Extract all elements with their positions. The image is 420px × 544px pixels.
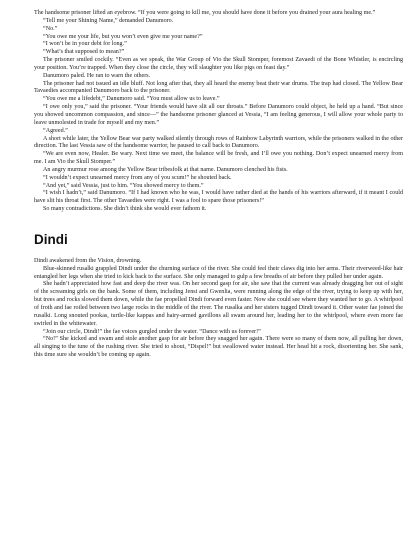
paragraph: The prisoner smiled cockily. “Even as we speak, the War Group of Vio the Skull Stomper, foremost Zavaedi of the Bone Whistler, is encircling your position. You’re trapped. When they close the circle, they will slaughter you like pigs on feast day.” — [34, 57, 403, 71]
paragraph: “I owe only you,” said the prisoner. “Your friends would have slit all our throats.” Before Danumoro could object, he held up a hand. “But since you showed uncommon compassion, and since—” the handsome prisoner glanced at Vessia, “I am feeling generous, I will allow your whole party to leave unmolested in trade for myself and my men.” — [34, 104, 403, 126]
paragraph: An angry murmur rose among the Yellow Bear tribesfolk at that name. Danumoro clenched his fists. — [43, 166, 288, 173]
paragraph: “No!” She kicked and swam and stole another gasp for air before they snagged her again. There were so many of them now, all pulling her down, all singing to the tune of the rushing river. She tried to shout, “Dispel!” but swallowed water instead. Her head hit a rock, disorienting her. She sank, this time sure she wouldn’t be coming up again. — [34, 336, 403, 359]
paragraph: “Agreed.” — [43, 127, 68, 134]
paragraph: “I wish I hadn’t,” said Danumoro. “If I had known who he was, I would have rather died at the hands of his warriors afterward, if it meant I could have slit his throat first. The other Tavaedies were right. I was a fool to spare those prisoners!” — [34, 190, 403, 205]
paragraph: “We are even now, Healer. Be wary. Next time we meet, the balance will be fresh, and I’ll owe you nothing. Don’t expect unearned mercy from me. I am Vio the Skull Stomper.” — [34, 151, 403, 166]
paragraph: “Join our circle, Dindi!” the fae voices gurgled under the water. “Dance with us forever!” — [43, 328, 261, 335]
paragraph: She hadn’t appreciated how fast and deep the river was. On her second gasp for air, she saw that the current was already dragging her out of sight of the screaming girls on the bank. Some of them, including Jensi and Gwenlia, were running along the edge of the river, trying to keep up with her, but trees and rocks slowed them down, while the fae propelled Dindi forward even faster. Now she could see where they wanted her to go. A whirlpool of froth and fae roiled between two large rocks in the middle of the river. The rusalka and her sisters tugged Dindi toward it. Other water fae joined the rusalki. Long snouted pookas, turtle-like kappas and hairy-armed gavillons all swam around her, leading her to the whirlpool, where even more fae swirled in the whitewater. — [34, 281, 403, 327]
paragraph: Danumoro paled. He ran to warn the others. — [43, 72, 151, 79]
paragraph: “You owe me a lifedebt,” Danumoro said. “You must allow us to leave.” — [43, 96, 220, 103]
paragraph: “I won’t be in your debt for long.” — [43, 41, 127, 48]
section-heading: Dindi — [34, 231, 68, 247]
paragraph: The prisoner had not issued an idle bluff. Not long after that, they all heard the enemy beat their war drums. The trap had closed. The Yellow Bear Tavaedies accompanied Danumoro back to the prisoner. — [34, 80, 403, 95]
paragraph: The handsome prisoner lifted an eyebrow. “If you were going to kill me, you should have done it before you drained your aura healing me.” — [34, 10, 376, 16]
paragraph: A short while later, the Yellow Bear war party walked silently through rows of Rainbow Labyrinth warriors, while the prisoners walked in the other direction. The last Vessia saw of the handsome warrior, he paused to call back to Danumoro. — [34, 135, 403, 150]
paragraph: “I wouldn’t expect unearned mercy from any of you scum!” he shouted back. — [43, 174, 232, 181]
paragraph: So many contradictions. She didn’t think she would ever fathom it. — [43, 206, 207, 213]
section-dindi — [34, 232, 403, 360]
paragraph: “And yet,” said Vessia, just to him. “You showed mercy to them.” — [43, 182, 204, 189]
paragraph: Blue-skinned rusalki grappled Dindi under the churning surface of the river. She could feel their claws dig into her arms. Their riverweed-like hair entangled her legs when she tried to kick back to the surface. She only managed to gulp a few breaths of air before they pulled her under again. — [34, 265, 403, 280]
paragraph: Dindi awakened from the Vision, drowning. — [34, 257, 142, 264]
paragraph: “What’s that supposed to mean?” — [43, 49, 125, 56]
paragraph: “No.” — [43, 25, 58, 32]
paragraph: “You owe me your life, but you won’t even give me your name?” — [43, 33, 203, 40]
section-vessia — [34, 10, 403, 214]
paragraph: “Tell me your Shining Name,” demanded Danumoro. — [43, 17, 174, 24]
